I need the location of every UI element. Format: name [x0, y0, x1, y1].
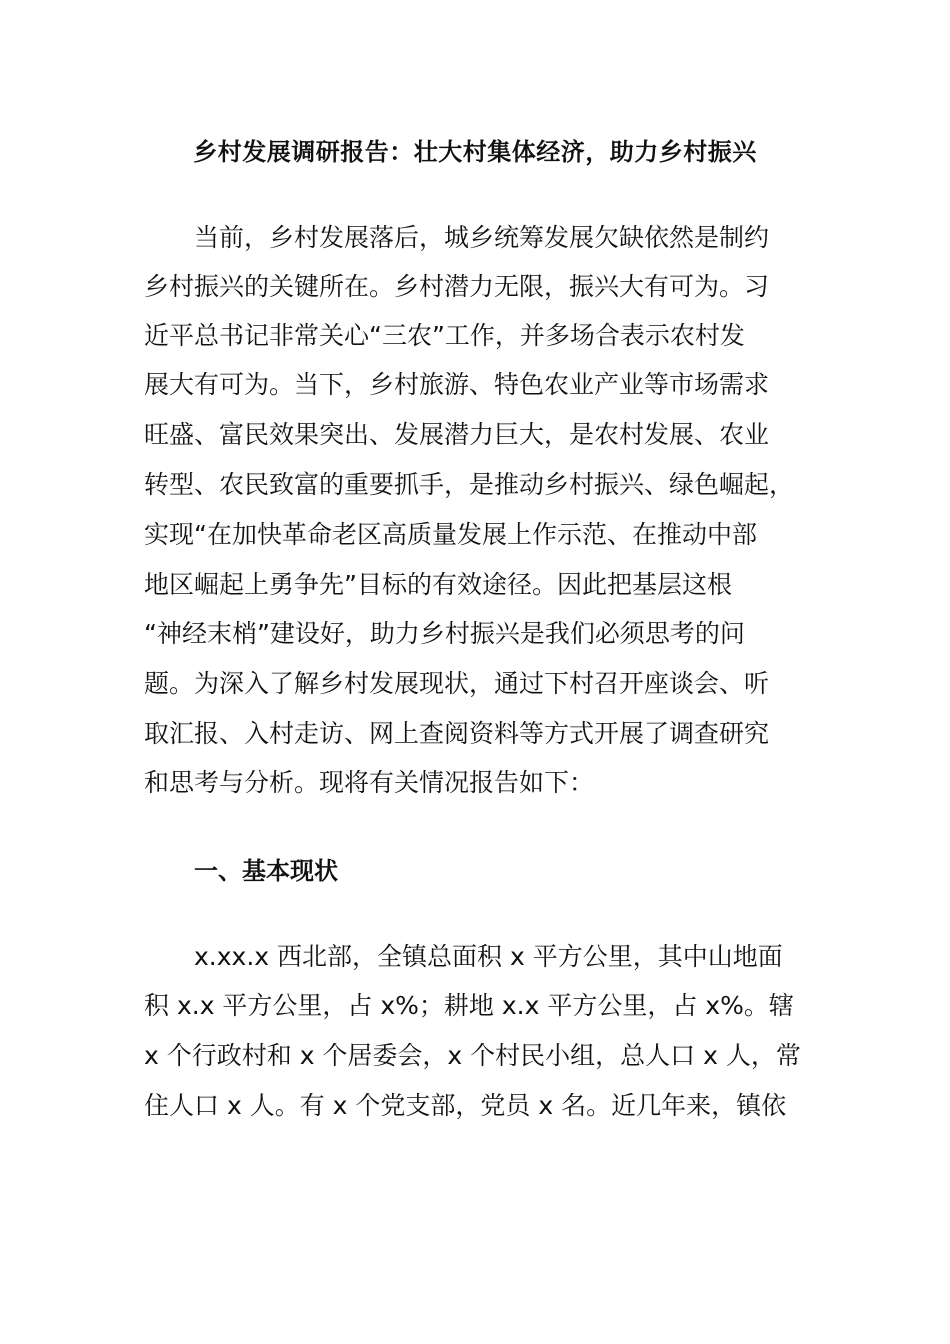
- document-title: 乡村发展调研报告：壮大村集体经济，助力乡村振兴: [193, 138, 757, 166]
- paragraph-line: 旺盛、富民效果突出、发展潜力巨大，是农村发展、农业: [144, 420, 770, 449]
- paragraph-line: x 个行政村和 x 个居委会，x 个村民小组，总人口 x 人，常: [144, 1041, 801, 1070]
- paragraph-line: 住人口 x 人。有 x 个党支部，党员 x 名。近几年来，镇依: [144, 1091, 787, 1120]
- paragraph-line: 取汇报、入村走访、网上查阅资料等方式开展了调查研究: [144, 719, 770, 748]
- paragraph-line: 近平总书记非常关心“三农”工作，并多场合表示农村发: [144, 321, 745, 350]
- paragraph-line: 转型、农民致富的重要抓手，是推动乡村振兴、绿色崛起，: [144, 470, 795, 499]
- paragraph-line: x.xx.x 西北部，全镇总面积 x 平方公里，其中山地面: [194, 942, 783, 971]
- paragraph-line: 展大有可为。当下，乡村旅游、特色农业产业等市场需求: [144, 370, 770, 399]
- paragraph-line: 当前，乡村发展落后，城乡统筹发展欠缺依然是制约: [194, 223, 770, 252]
- paragraph-line: 积 x.x 平方公里，占 x%；耕地 x.x 平方公里，占 x%。辖: [144, 991, 794, 1020]
- paragraph-line: 乡村振兴的关键所在。乡村潜力无限，振兴大有可为。习: [144, 272, 770, 301]
- paragraph-line: 和思考与分析。现将有关情况报告如下：: [144, 768, 595, 797]
- paragraph-line: “神经末梢”建设好，助力乡村振兴是我们必须思考的问: [144, 619, 745, 648]
- paragraph-line: 实现“在加快革命老区高质量发展上作示范、在推动中部: [144, 520, 757, 549]
- paragraph-line: 地区崛起上勇争先”目标的有效途径。因此把基层这根: [144, 570, 732, 599]
- paragraph-line: 题。为深入了解乡村发展现状，通过下村召开座谈会、听: [144, 669, 770, 698]
- section-heading: 一、基本现状: [194, 857, 338, 885]
